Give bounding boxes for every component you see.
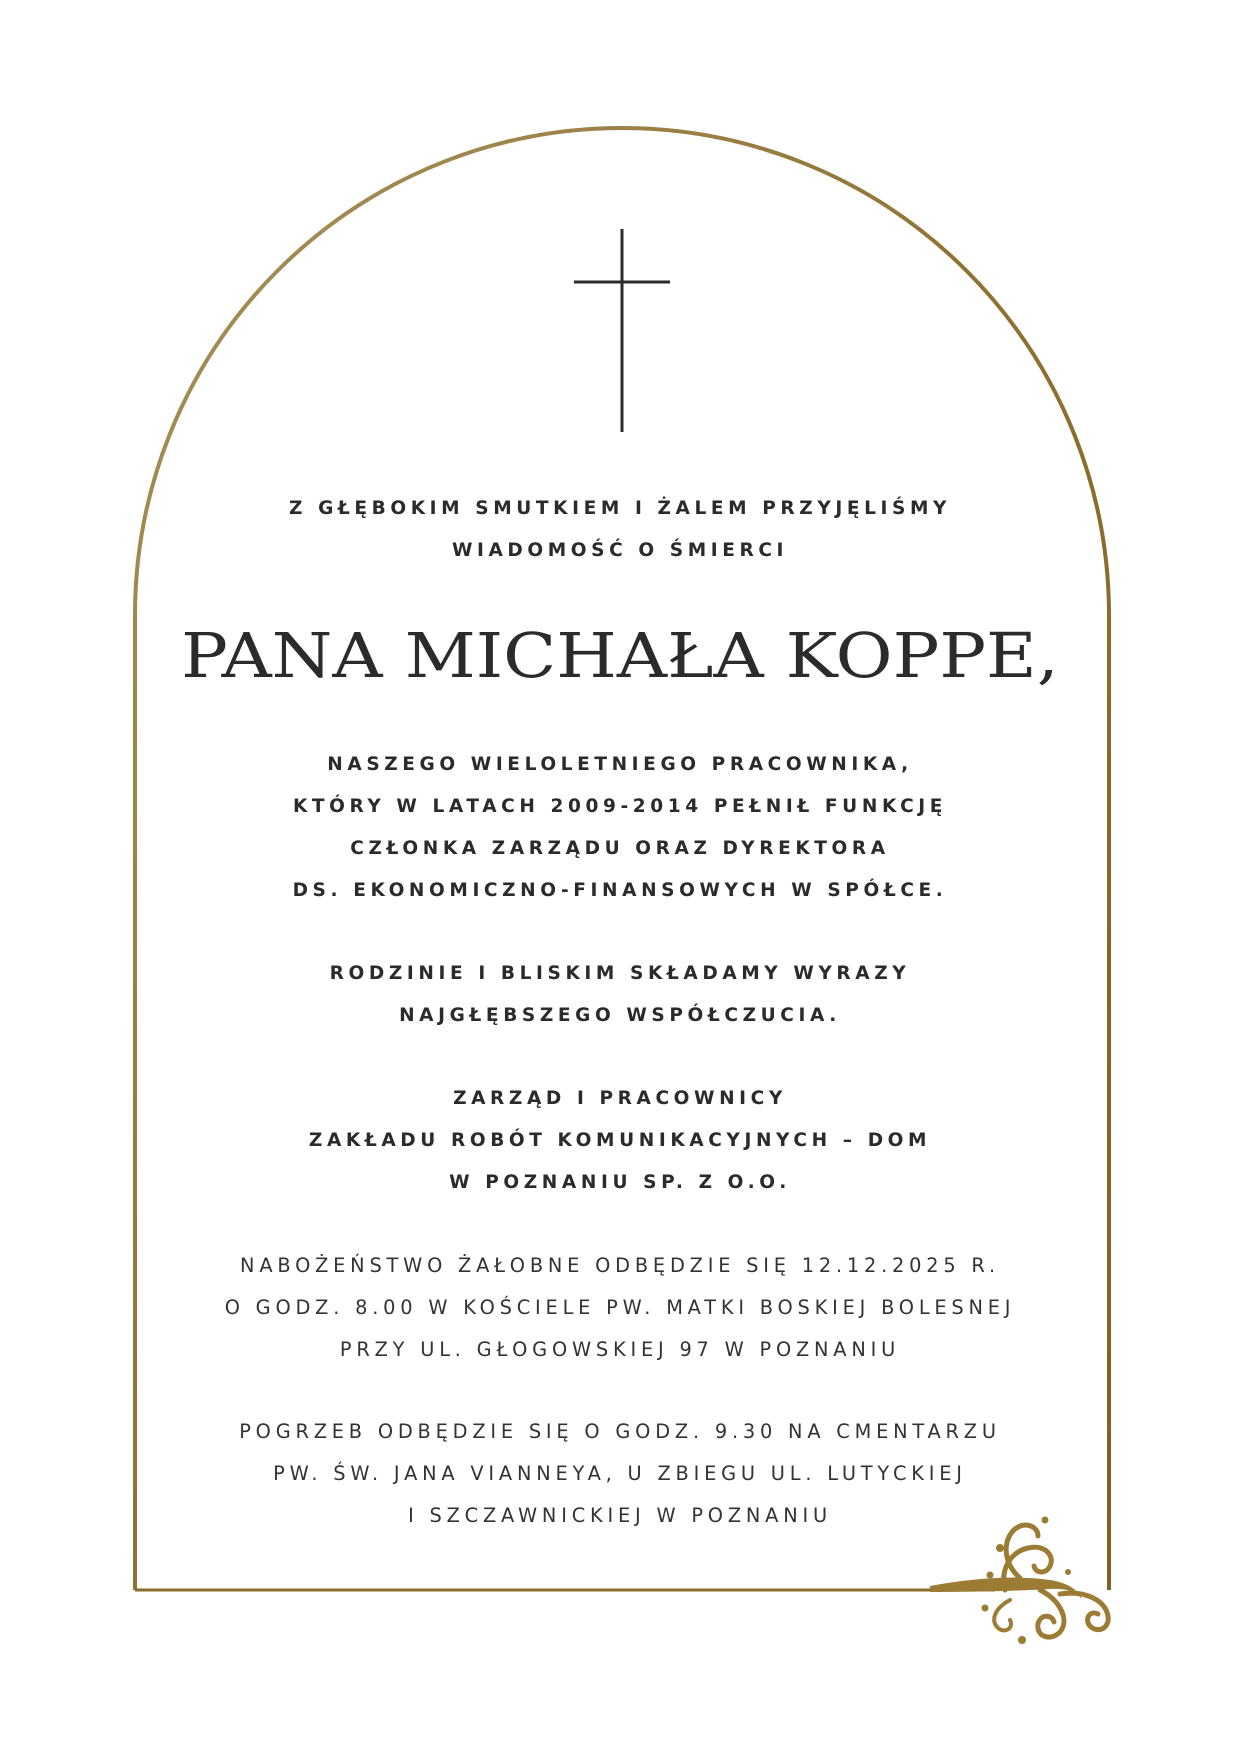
service-line: O GODZ. 8.00 W KOŚCIELE PW. MATKI BOSKIEJ BOLESNEJ	[224, 1296, 1016, 1319]
signature-line: ZARZĄD I PRACOWNICY	[453, 1088, 787, 1109]
service-line: NABOŻEŃSTWO ŻAŁOBNE ODBĘDZIE SIĘ 12.12.2025 R.	[240, 1254, 1000, 1277]
description-line: NASZEGO WIELOLETNIEGO PRACOWNIKA,	[327, 754, 913, 775]
burial-text	[0, 1411, 1240, 1537]
service-line: PRZY UL. GŁOGOWSKIEJ 97 W POZNANIU	[339, 1338, 901, 1361]
intro-line: Z GŁĘBOKIM SMUTKIEM I ŻALEM PRZYJĘLIŚMY	[288, 498, 952, 519]
condolences-text	[0, 953, 1240, 1037]
intro-text	[0, 488, 1240, 572]
burial-line: PW. ŚW. JANA VIANNEYA, U ZBIEGU UL. LUTYCKIEJ	[273, 1462, 967, 1485]
cross-icon	[574, 229, 670, 432]
signature-line: ZAKŁADU ROBÓT KOMUNIKACYJNYCH – DOM	[308, 1130, 932, 1151]
burial-line: POGRZEB ODBĘDZIE SIĘ O GODZ. 9.30 NA CMENTARZU	[239, 1420, 1001, 1443]
condolences-line: NAJGŁĘBSZEGO WSPÓŁCZUCIA.	[399, 1005, 841, 1026]
signature-text	[0, 1078, 1240, 1204]
condolences-line: RODZINIE I BLISKIM SKŁADAMY WYRAZY	[329, 963, 911, 984]
intro-line: WIADOMOŚĆ O ŚMIERCI	[451, 540, 789, 561]
service-text	[0, 1245, 1240, 1371]
burial-line: I SZCZAWNICKIEJ W POZNANIU	[408, 1504, 832, 1527]
description-line: CZŁONKA ZARZĄDU ORAZ DYREKTORA	[350, 838, 890, 859]
description-text	[0, 744, 1240, 912]
deceased-name: PANA MICHAŁA KOPPE,	[181, 619, 1059, 692]
description-line: KTÓRY W LATACH 2009-2014 PEŁNIŁ FUNKCJĘ	[292, 796, 948, 817]
signature-line: W POZNANIU SP. Z O.O.	[449, 1172, 791, 1193]
description-line: DS. EKONOMICZNO-FINANSOWYCH W SPÓŁCE.	[292, 880, 948, 901]
